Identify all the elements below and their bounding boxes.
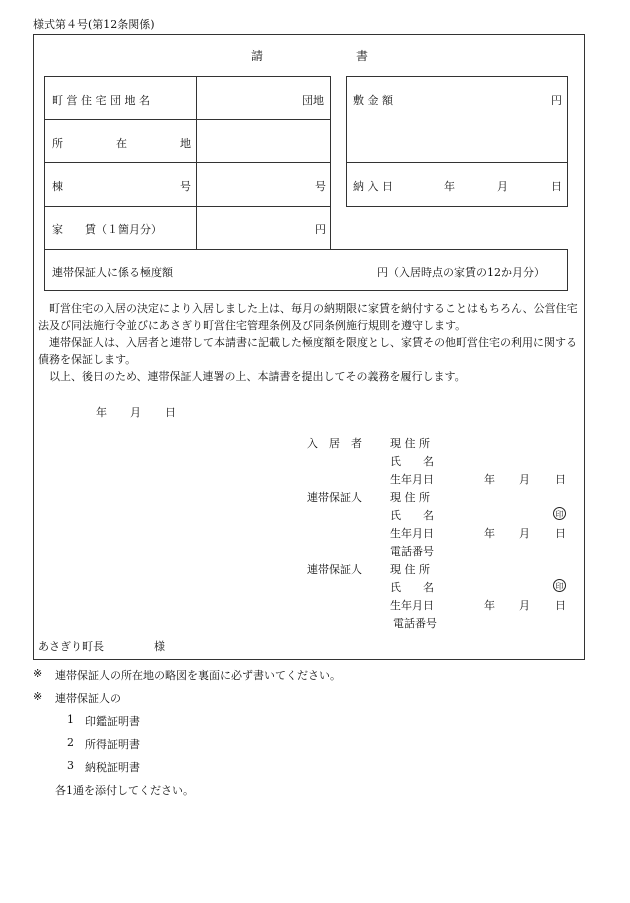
location-label-2: 在 xyxy=(116,137,127,150)
tenant-address-label: 現 住 所 xyxy=(390,437,430,450)
attachment-1-num: 1 xyxy=(67,713,74,726)
guarantor1-name-label: 氏 名 xyxy=(390,509,434,522)
note2-mark: ※ xyxy=(33,690,43,703)
paragraph-closing: 以上、後日のため、連帯保証人連署の上、本請書を提出してその義務を履行します。 xyxy=(49,370,466,383)
guarantor1-seal-icon: 印 xyxy=(553,507,566,520)
note2-text: 連帯保証人の xyxy=(55,692,121,705)
tenant-birth-day: 日 xyxy=(555,473,566,486)
payment-month: 月 xyxy=(497,180,508,193)
paragraph-guarantee: 連帯保証人は、入居者と連帯して本請書に記載した極度額を限度とし、家賃その他町営住宅の利用に関する債務を保証します。 xyxy=(38,336,577,366)
housing-complex-label: 町 営 住 宅 団 地 名 xyxy=(52,94,150,107)
addressee-honorific: 様 xyxy=(154,640,165,653)
title-char-1: 請 xyxy=(251,49,264,63)
guarantor2-birth-day: 日 xyxy=(555,599,566,612)
guarantor2-name-label: 氏 名 xyxy=(390,581,434,594)
location-label-1: 所 xyxy=(52,137,63,150)
attachment-closing: 各1通を添付してください。 xyxy=(55,784,194,797)
attachment-3-text: 納税証明書 xyxy=(85,761,140,774)
guarantor2-birth-month: 月 xyxy=(519,599,530,612)
location-label-3: 地 xyxy=(180,137,191,150)
tenant-name-label: 氏 名 xyxy=(390,455,434,468)
date-day: 日 xyxy=(165,406,176,419)
deposit-unit: 円 xyxy=(551,94,562,107)
attachment-1-text: 印鑑証明書 xyxy=(85,715,140,728)
guarantor1-birth-month: 月 xyxy=(519,527,530,540)
tenant-birth-month: 月 xyxy=(519,473,530,486)
note1-text: 連帯保証人の所在地の略図を裏面に必ず書いてください。 xyxy=(55,669,341,682)
room-unit: 号 xyxy=(315,180,326,193)
tenant-label: 入 居 者 xyxy=(307,437,362,450)
building-label-1: 棟 xyxy=(52,180,63,193)
date-year: 年 xyxy=(96,406,107,419)
form-number: 様式第４号(第12条関係) xyxy=(33,18,155,31)
guarantor1-birth-day: 日 xyxy=(555,527,566,540)
building-label-2: 号 xyxy=(180,180,191,193)
payment-date-label: 納 入 日 xyxy=(353,180,393,193)
paragraph-compliance: 町営住宅の入居の決定により入居しました上は、毎月の納期限に家賃を納付することはもちろん、公営住宅法及び同法施行令並びにあさぎり町営住宅管理条例及び同条例施行規則を遵守します。 xyxy=(38,302,578,332)
guarantor2-birth-year: 年 xyxy=(484,599,495,612)
attachment-2-num: 2 xyxy=(67,736,74,749)
tenant-birth-label: 生年月日 xyxy=(390,473,434,486)
deposit-label: 敷 金 額 xyxy=(353,94,393,107)
guarantee-limit-label: 連帯保証人に係る極度額 xyxy=(52,266,173,279)
attachment-2-text: 所得証明書 xyxy=(85,738,140,751)
guarantor1-label: 連帯保証人 xyxy=(307,491,362,504)
rent-label: 家 賃（１箇月分） xyxy=(52,223,162,236)
guarantor1-phone-label: 電話番号 xyxy=(390,545,434,558)
guarantor2-phone-label: 電話番号 xyxy=(393,617,437,630)
guarantor2-birth-label: 生年月日 xyxy=(390,599,434,612)
rent-unit: 円 xyxy=(315,223,326,236)
guarantor1-birth-label: 生年月日 xyxy=(390,527,434,540)
note1-mark: ※ xyxy=(33,667,43,680)
date-month: 月 xyxy=(130,406,141,419)
guarantor2-seal-icon: 印 xyxy=(553,579,566,592)
guarantor1-birth-year: 年 xyxy=(484,527,495,540)
guarantee-limit-unit: 円（入居時点の家賃の12か月分） xyxy=(377,266,545,279)
addressee-office: あさぎり町長 xyxy=(38,640,104,653)
complex-unit: 団地 xyxy=(302,94,324,107)
guarantor1-address-label: 現 住 所 xyxy=(390,491,430,504)
payment-day: 日 xyxy=(551,180,562,193)
attachment-3-num: 3 xyxy=(67,759,74,772)
property-table-divider xyxy=(196,76,197,250)
guarantor2-label: 連帯保証人 xyxy=(307,563,362,576)
payment-year: 年 xyxy=(444,180,455,193)
tenant-birth-year: 年 xyxy=(484,473,495,486)
title-char-2: 書 xyxy=(356,49,369,63)
guarantor2-address-label: 現 住 所 xyxy=(390,563,430,576)
